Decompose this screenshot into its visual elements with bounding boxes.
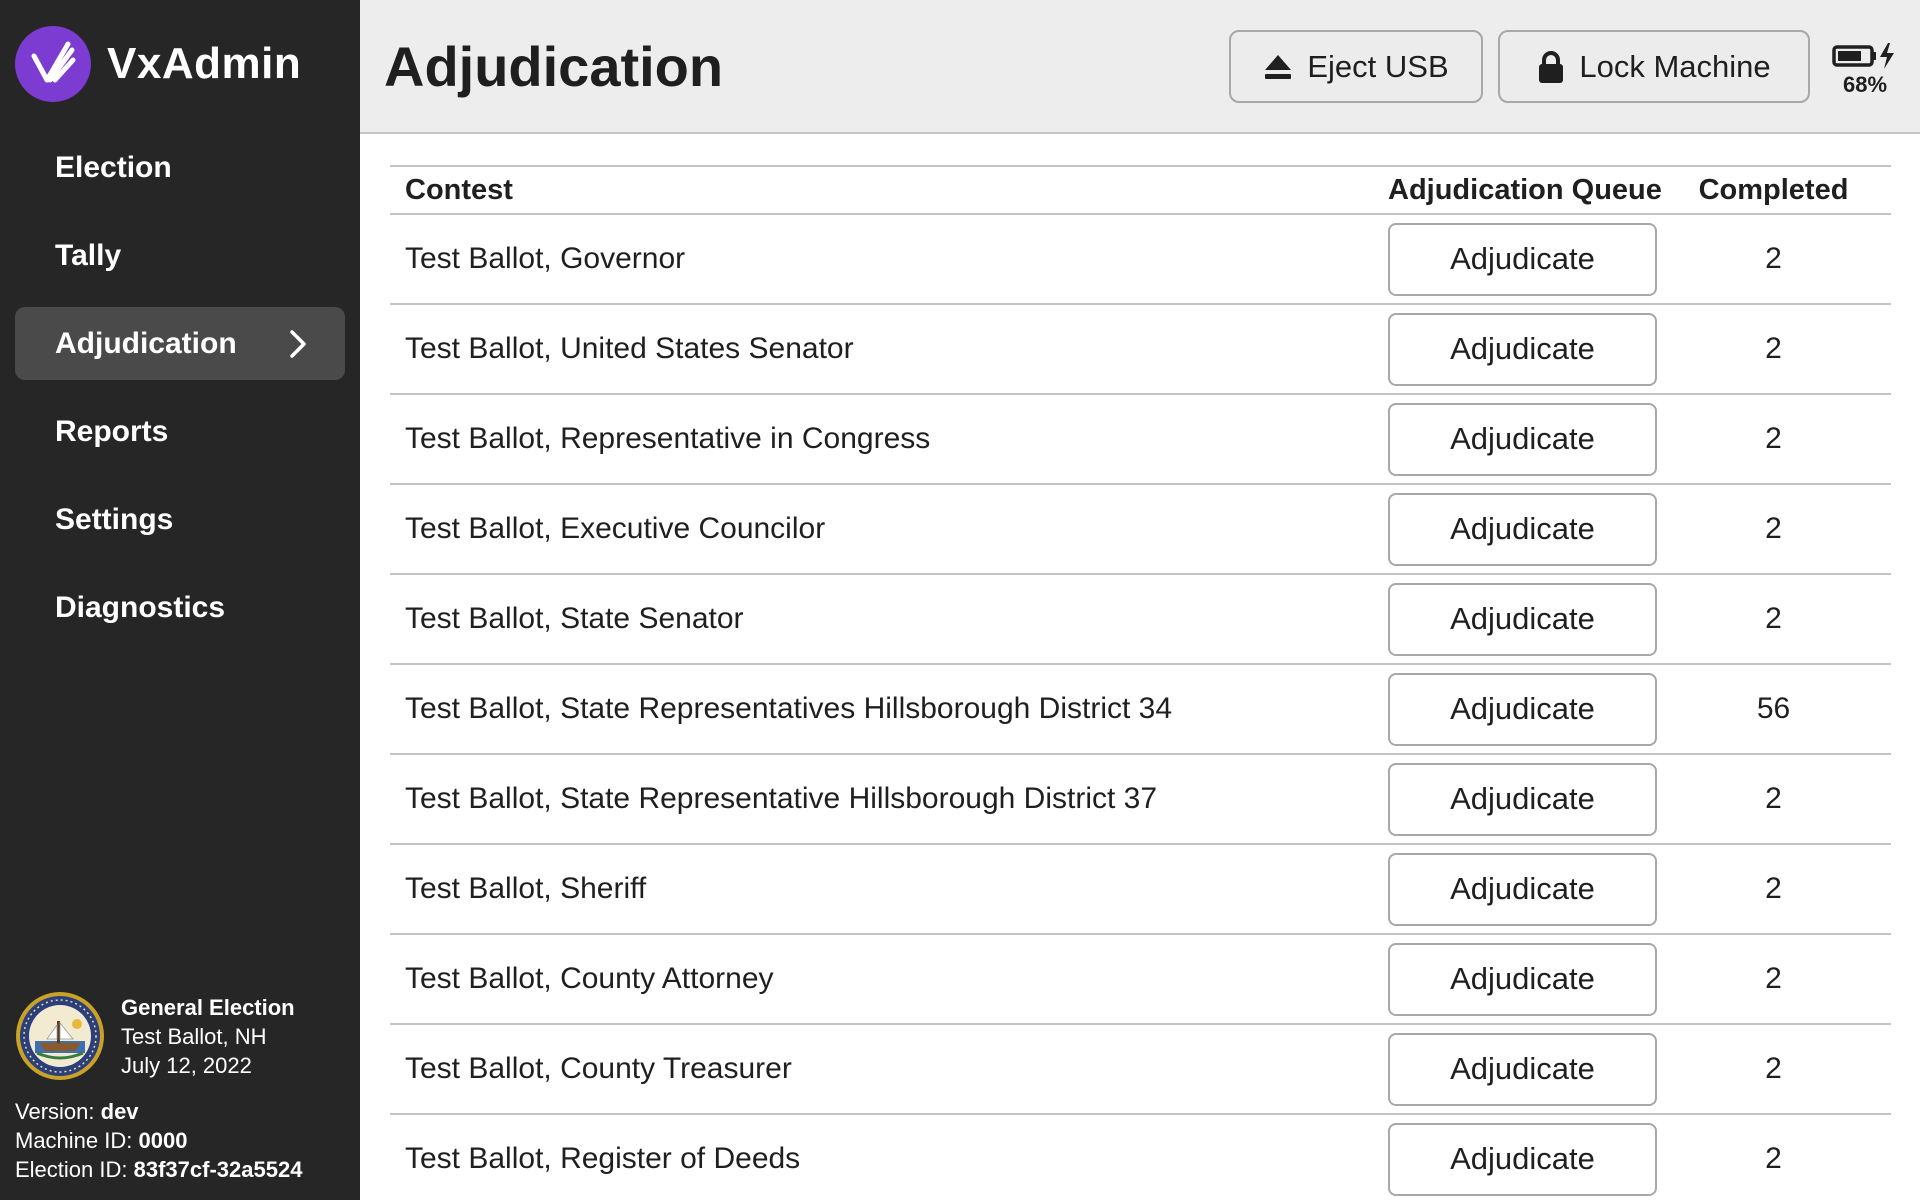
sidebar-item-label: Adjudication [55, 326, 237, 360]
adjudicate-button[interactable]: Adjudicate [1388, 1033, 1657, 1106]
contest-name: Test Ballot, State Representative Hillsborough District 37 [390, 754, 1373, 844]
table-row [390, 394, 1891, 484]
completed-count: 2 [1656, 394, 1891, 484]
table-row [390, 1114, 1891, 1200]
eject-usb-label: Eject USB [1307, 48, 1449, 84]
completed-count: 2 [1656, 844, 1891, 934]
adjudicate-button[interactable]: Adjudicate [1388, 493, 1657, 566]
completed-count: 2 [1656, 754, 1891, 844]
election-id-line: Election ID: 83f37cf-32a5524 [15, 1157, 303, 1182]
sidebar-item-adjudication[interactable] [15, 307, 345, 380]
page-header [360, 0, 1920, 134]
election-date: July 12, 2022 [121, 1053, 252, 1078]
completed-count: 2 [1656, 304, 1891, 394]
adjudicate-button[interactable]: Adjudicate [1388, 583, 1657, 656]
contest-table-body [390, 214, 1891, 1200]
adjudicate-button[interactable]: Adjudicate [1388, 853, 1657, 926]
contest-table [390, 165, 1891, 1200]
contest-name: Test Ballot, County Attorney [390, 934, 1373, 1024]
table-header-row [390, 166, 1891, 214]
contest-name: Test Ballot, Register of Deeds [390, 1114, 1373, 1200]
contest-name: Test Ballot, Executive Councilor [390, 484, 1373, 574]
adjudicate-button[interactable]: Adjudicate [1388, 403, 1657, 476]
app-brand [15, 26, 301, 102]
lock-machine-button[interactable] [1498, 30, 1810, 103]
eject-usb-button[interactable] [1229, 30, 1483, 103]
page-title: Adjudication [384, 35, 724, 98]
sidebar-item-diagnostics[interactable] [15, 571, 345, 644]
app-name: VxAdmin [107, 39, 302, 88]
completed-count: 2 [1656, 1024, 1891, 1114]
table-row [390, 574, 1891, 664]
completed-count: 2 [1656, 934, 1891, 1024]
battery-charging-icon [1825, 42, 1905, 70]
table-row [390, 934, 1891, 1024]
table-row [390, 754, 1891, 844]
sidebar-item-tally[interactable] [15, 219, 345, 292]
lock-machine-label: Lock Machine [1579, 48, 1771, 84]
contest-name: Test Ballot, Governor [390, 214, 1373, 304]
adjudicate-button[interactable]: Adjudicate [1388, 943, 1657, 1016]
sidebar-item-settings[interactable] [15, 483, 345, 556]
battery-status [1825, 42, 1905, 98]
adjudicate-button[interactable]: Adjudicate [1388, 313, 1657, 386]
adjudicate-button[interactable]: Adjudicate [1388, 763, 1657, 836]
eject-icon [1263, 53, 1293, 81]
vx-logo-icon [15, 26, 91, 102]
completed-count: 2 [1656, 1114, 1891, 1200]
contest-name: Test Ballot, Representative in Congress [390, 394, 1373, 484]
chevron-right-icon [285, 328, 311, 360]
table-row [390, 304, 1891, 394]
column-header-adjudication-queue: Adjudication Queue [1373, 166, 1656, 214]
contest-name: Test Ballot, State Senator [390, 574, 1373, 664]
main-content [360, 136, 1920, 1200]
sidebar-item-election[interactable] [15, 131, 345, 204]
machine-info [15, 1097, 302, 1184]
sidebar [0, 0, 360, 1200]
table-row [390, 484, 1891, 574]
version-line: Version: dev [15, 1099, 139, 1124]
adjudicate-button[interactable]: Adjudicate [1388, 673, 1657, 746]
election-title: General Election [121, 995, 295, 1020]
sidebar-item-label: Reports [55, 414, 169, 448]
contest-name: Test Ballot, United States Senator [390, 304, 1373, 394]
table-row [390, 844, 1891, 934]
completed-count: 2 [1656, 214, 1891, 304]
machine-id-value: 0000 [138, 1128, 188, 1153]
election-info [15, 991, 345, 1081]
version-value: dev [100, 1099, 139, 1124]
election-id-value: 83f37cf-32a5524 [133, 1157, 303, 1182]
completed-count: 2 [1656, 484, 1891, 574]
table-row [390, 1024, 1891, 1114]
contest-name: Test Ballot, State Representatives Hillsborough District 34 [390, 664, 1373, 754]
state-seal-icon [15, 991, 105, 1081]
election-location: Test Ballot, NH [121, 1024, 267, 1049]
sidebar-item-label: Diagnostics [55, 590, 226, 624]
sidebar-nav [15, 131, 345, 659]
battery-percentage: 68% [1842, 72, 1888, 97]
adjudicate-button[interactable]: Adjudicate [1388, 223, 1657, 296]
column-header-completed: Completed [1656, 166, 1891, 214]
contest-name: Test Ballot, Sheriff [390, 844, 1373, 934]
adjudicate-button[interactable]: Adjudicate [1388, 1123, 1657, 1196]
machine-id-line: Machine ID: 0000 [15, 1128, 188, 1153]
sidebar-item-label: Tally [55, 238, 122, 272]
column-header-contest: Contest [390, 166, 1373, 214]
sidebar-item-label: Election [55, 150, 172, 184]
sidebar-item-label: Settings [55, 502, 174, 536]
contest-name: Test Ballot, County Treasurer [390, 1024, 1373, 1114]
lock-icon [1537, 50, 1565, 84]
completed-count: 2 [1656, 574, 1891, 664]
table-row [390, 664, 1891, 754]
completed-count: 56 [1656, 664, 1891, 754]
sidebar-item-reports[interactable] [15, 395, 345, 468]
table-row [390, 214, 1891, 304]
